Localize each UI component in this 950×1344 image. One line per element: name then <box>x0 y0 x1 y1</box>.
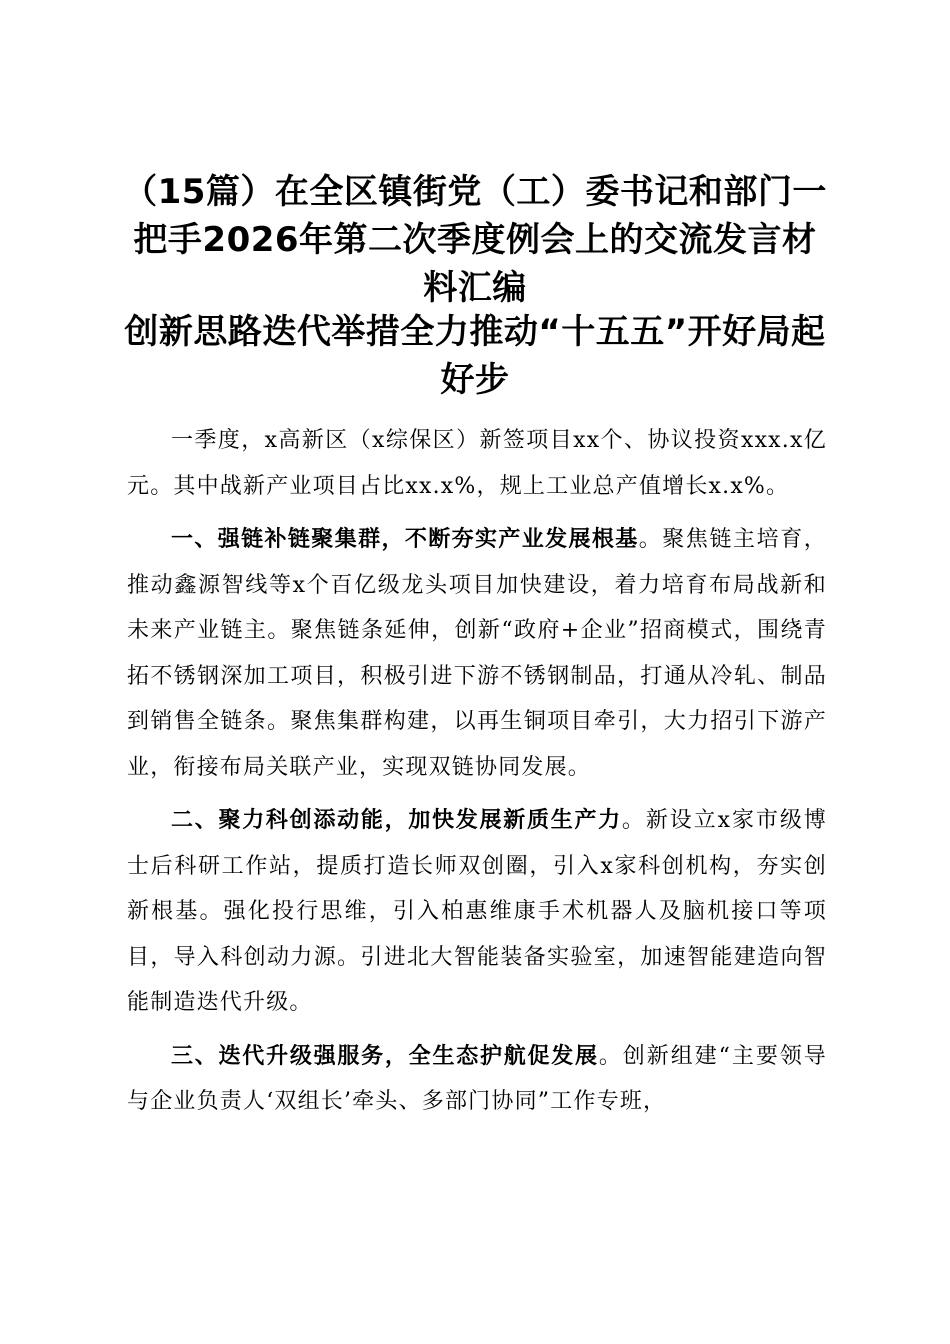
paragraph-section-2 <box>127 798 827 1026</box>
paragraph-section-3 <box>127 1034 827 1125</box>
section-heading: 二、聚力科创添动能，加快发展新质生产力 <box>171 808 622 833</box>
paragraph-text: 。新设立x家市级博士后科研工作站，提质打造长师双创圈，引入x家科创机构，夯实创新根基。强化投行思维，引入柏惠维康手术机器人及脑机接口等项目，导入科创动力源。引进北大智能装备实验室，加速智能建造向智能制造迭代升级。 <box>127 808 827 1015</box>
section-heading: 一、强链补链聚集群，不断夯实产业发展根基 <box>171 527 639 552</box>
paragraph-text: 。创新组建“主要领导与企业负责人‘双组长’牵头、多部门协同”工作专班， <box>127 1043 827 1114</box>
section-heading: 三、迭代升级强服务，全生态护航促发展 <box>171 1043 599 1069</box>
document-title: （15篇）在全区镇街党（工）委书记和部门一把手2026年第二次季度例会上的交流发言材料汇编 <box>123 172 827 308</box>
paragraph-section-1 <box>127 517 827 790</box>
document-body <box>127 418 827 1133</box>
document-subtitle: 创新思路迭代举措全力推动“十五五”开好局起好步 <box>124 312 826 400</box>
paragraph-text: 。聚焦链主培育，推动鑫源智线等x个百亿级龙头项目加快建设，着力培育布局战新和未来产业链主。聚焦链条延伸，创新“政府+企业”招商模式，围绕青拓不锈钢深加工项目，积极引进下游不锈钢制品，打通从冷轧、制品到销售全链条。聚焦集群构建，以再生铜项目牵引，大力招引下游产业，衔接布局关联产业，实现双链协同发展。 <box>127 527 827 780</box>
paragraph-intro <box>127 418 827 509</box>
paragraph-text: 一季度，x高新区（x综保区）新签项目xx个、协议投资xxx.x亿元。其中战新产业项目占比xx.x%，规上工业总产值增长x.x%。 <box>127 428 827 499</box>
